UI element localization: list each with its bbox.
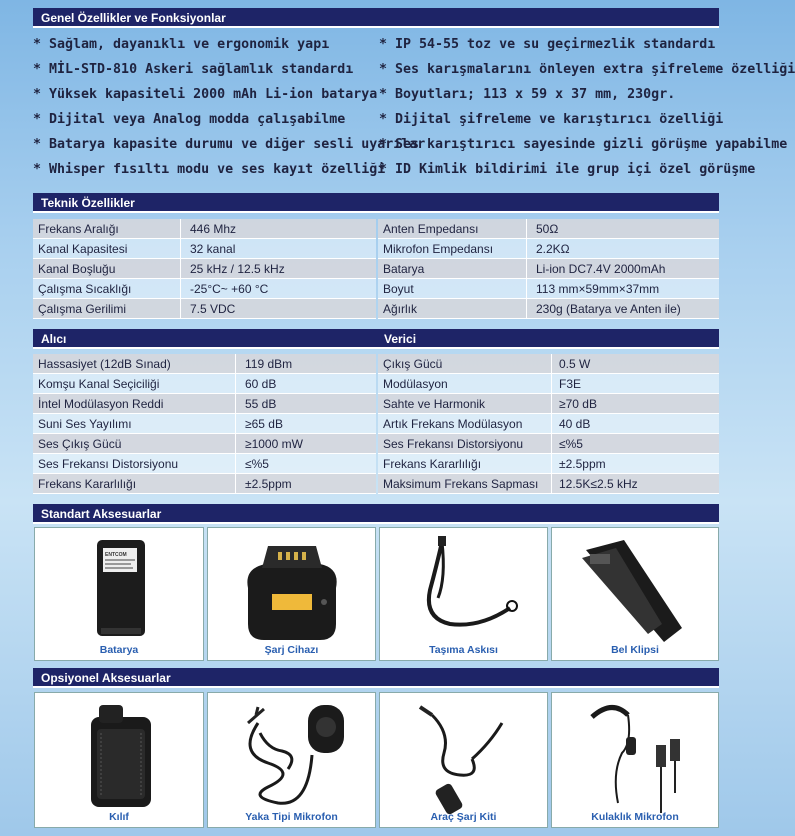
spec-key: Çalışma Gerilimi <box>38 302 127 316</box>
table-row <box>378 219 719 239</box>
spec-key: Ses Çıkış Gücü <box>38 437 122 451</box>
table-row <box>33 239 376 259</box>
spec-value: 7.5 VDC <box>190 302 236 316</box>
table-row <box>33 394 376 414</box>
spec-key: Batarya <box>383 262 425 276</box>
spec-key: Frekans Kararlılığı <box>38 477 137 491</box>
spec-value: 2.2KΩ <box>536 242 570 256</box>
feature-item: * Dijital şifreleme ve karıştırıcı özelliği <box>379 112 724 127</box>
table-row <box>33 474 376 494</box>
section-standard-accessories-header: Standart Aksesuarlar <box>33 504 719 524</box>
spec-value: 25 kHz / 12.5 kHz <box>190 262 285 276</box>
table-row <box>378 434 719 454</box>
accessory-card-lanyard <box>379 527 548 661</box>
earpiece-mic-image <box>552 693 720 829</box>
spec-value: 113 mm×59mm×37mm <box>536 282 660 296</box>
spec-key: Kanal Kapasitesi <box>38 242 128 256</box>
spec-value: ≤%5 <box>245 457 269 471</box>
spec-key: Çalışma Sıcaklığı <box>38 282 132 296</box>
feature-item: * Sağlam, dayanıklı ve ergonomik yapı <box>33 37 330 52</box>
spec-value: 32 kanal <box>190 242 236 256</box>
spec-key: Ağırlık <box>383 302 418 316</box>
accessory-card-charger <box>207 527 376 661</box>
features-right-column <box>379 34 795 184</box>
accessory-label: Yaka Tipi Mikrofon <box>245 811 338 823</box>
section-general-header: Genel Özellikler ve Fonksiyonlar <box>33 8 719 28</box>
table-row <box>33 259 376 279</box>
table-row <box>378 374 719 394</box>
spec-key: Sahte ve Harmonik <box>383 397 486 411</box>
spec-value: 50Ω <box>536 222 559 236</box>
receiver-specs-table <box>33 354 376 494</box>
feature-item: * Ses karıştırıcı sayesinde gizli görüşme yapabilme <box>379 137 788 152</box>
accessory-label: Kulaklık Mikrofon <box>591 811 679 823</box>
spec-value: 12.5K≤2.5 kHz <box>559 477 638 491</box>
spec-value: 40 dB <box>559 417 591 431</box>
accessory-label: Kılıf <box>109 811 129 823</box>
technical-specs-left-table <box>33 219 376 319</box>
table-row <box>378 354 719 374</box>
spec-key: Mikrofon Empedansı <box>383 242 494 256</box>
table-row <box>33 279 376 299</box>
section-technical-header: Teknik Özellikler <box>33 193 719 213</box>
spec-key: Suni Ses Yayılımı <box>38 417 132 431</box>
spec-value: ±2.5ppm <box>245 477 292 491</box>
spec-key: Hassasiyet (12dB Sınad) <box>38 357 171 371</box>
car-charger-image <box>380 693 549 829</box>
accessory-label: Taşıma Askısı <box>429 644 498 656</box>
table-row <box>378 259 719 279</box>
spec-key: Anten Empedansı <box>383 222 479 236</box>
spec-key: Modülasyon <box>383 377 448 391</box>
feature-item: * ID Kimlik bildirimi ile grup içi özel görüşme <box>379 162 756 177</box>
case-image <box>35 693 205 829</box>
spec-key: Komşu Kanal Seçiciliği <box>38 377 160 391</box>
table-row <box>378 474 719 494</box>
accessory-label: Batarya <box>99 644 139 656</box>
section-receiver-header: Alıcı <box>33 329 376 349</box>
spec-key: Maksimum Frekans Sapması <box>383 477 539 491</box>
spec-value: ≥70 dB <box>559 397 597 411</box>
spec-value: -25°C~ +60 °C <box>190 282 269 296</box>
spec-key: Kanal Boşluğu <box>38 262 116 276</box>
accessory-label: Şarj Cihazı <box>264 644 319 656</box>
table-row <box>33 374 376 394</box>
table-row <box>33 414 376 434</box>
lanyard-image <box>380 528 549 662</box>
table-row <box>378 454 719 474</box>
battery-brand-label: ENTCOM <box>105 552 127 558</box>
feature-item: * Dijital veya Analog modda çalışabilme <box>33 112 346 127</box>
table-row <box>378 239 719 259</box>
spec-key: Ses Frekansı Distorsiyonu <box>383 437 524 451</box>
accessory-label: Bel Klipsi <box>611 644 659 656</box>
spec-value: Li-ion DC7.4V 2000mAh <box>536 262 666 276</box>
table-row <box>378 299 719 319</box>
charger-image <box>208 528 377 662</box>
feature-item: * IP 54-55 toz ve su geçirmezlik standardı <box>379 37 716 52</box>
spec-key: Boyut <box>383 282 414 296</box>
accessory-card-car-charger <box>379 692 548 828</box>
table-row <box>33 354 376 374</box>
table-row <box>33 299 376 319</box>
spec-key: Frekans Kararlılığı <box>383 457 482 471</box>
spec-key: Frekans Aralığı <box>38 222 119 236</box>
table-row <box>378 414 719 434</box>
spec-key: Çıkış Gücü <box>383 357 443 371</box>
feature-item: * Whisper fısıltı modu ve ses kayıt özelliği <box>33 162 386 177</box>
transmitter-specs-table <box>378 354 719 494</box>
accessory-card-case <box>34 692 204 828</box>
technical-specs-right-table <box>378 219 719 319</box>
features-left-column <box>33 34 425 184</box>
table-row <box>378 394 719 414</box>
feature-item: * MİL-STD-810 Askeri sağlamlık standardı <box>33 62 354 77</box>
table-row <box>378 279 719 299</box>
spec-key: İntel Modülasyon Reddi <box>38 397 164 411</box>
feature-item: * Batarya kapasite durumu ve diğer sesli uyarılar <box>33 137 426 152</box>
lapel-mic-image <box>208 693 377 829</box>
feature-item: * Ses karışmalarını önleyen extra şifreleme özelliği <box>379 62 795 77</box>
feature-item: * Yüksek kapasiteli 2000 mAh Li-ion batarya <box>33 87 378 102</box>
spec-value: F3E <box>559 377 582 391</box>
spec-value: 119 dBm <box>245 357 293 371</box>
spec-value: ≤%5 <box>559 437 583 451</box>
spec-value: ≥65 dB <box>245 417 283 431</box>
spec-value: 446 Mhz <box>190 222 237 236</box>
spec-value: ±2.5ppm <box>559 457 606 471</box>
spec-key: Artık Frekans Modülasyon <box>383 417 523 431</box>
battery-image <box>35 528 205 662</box>
table-row <box>33 219 376 239</box>
spec-value: 0.5 W <box>559 357 591 371</box>
section-optional-accessories-header: Opsiyonel Aksesuarlar <box>33 668 719 688</box>
belt-clip-image <box>552 528 720 662</box>
feature-item: * Boyutları; 113 x 59 x 37 mm, 230gr. <box>379 87 676 102</box>
table-row <box>33 434 376 454</box>
table-row <box>33 454 376 474</box>
section-transmitter-header: Verici <box>376 329 719 349</box>
accessory-card-earpiece-mic <box>551 692 719 828</box>
spec-value: ≥1000 mW <box>245 437 303 451</box>
accessory-card-lapel-mic <box>207 692 376 828</box>
spec-value: 55 dB <box>245 397 277 411</box>
accessory-card-belt-clip <box>551 527 719 661</box>
accessory-card-battery <box>34 527 204 661</box>
spec-value: 60 dB <box>245 377 277 391</box>
spec-value: 230g (Batarya ve Anten ile) <box>536 302 681 316</box>
spec-key: Ses Frekansı Distorsiyonu <box>38 457 179 471</box>
accessory-label: Araç Şarj Kiti <box>430 811 497 823</box>
